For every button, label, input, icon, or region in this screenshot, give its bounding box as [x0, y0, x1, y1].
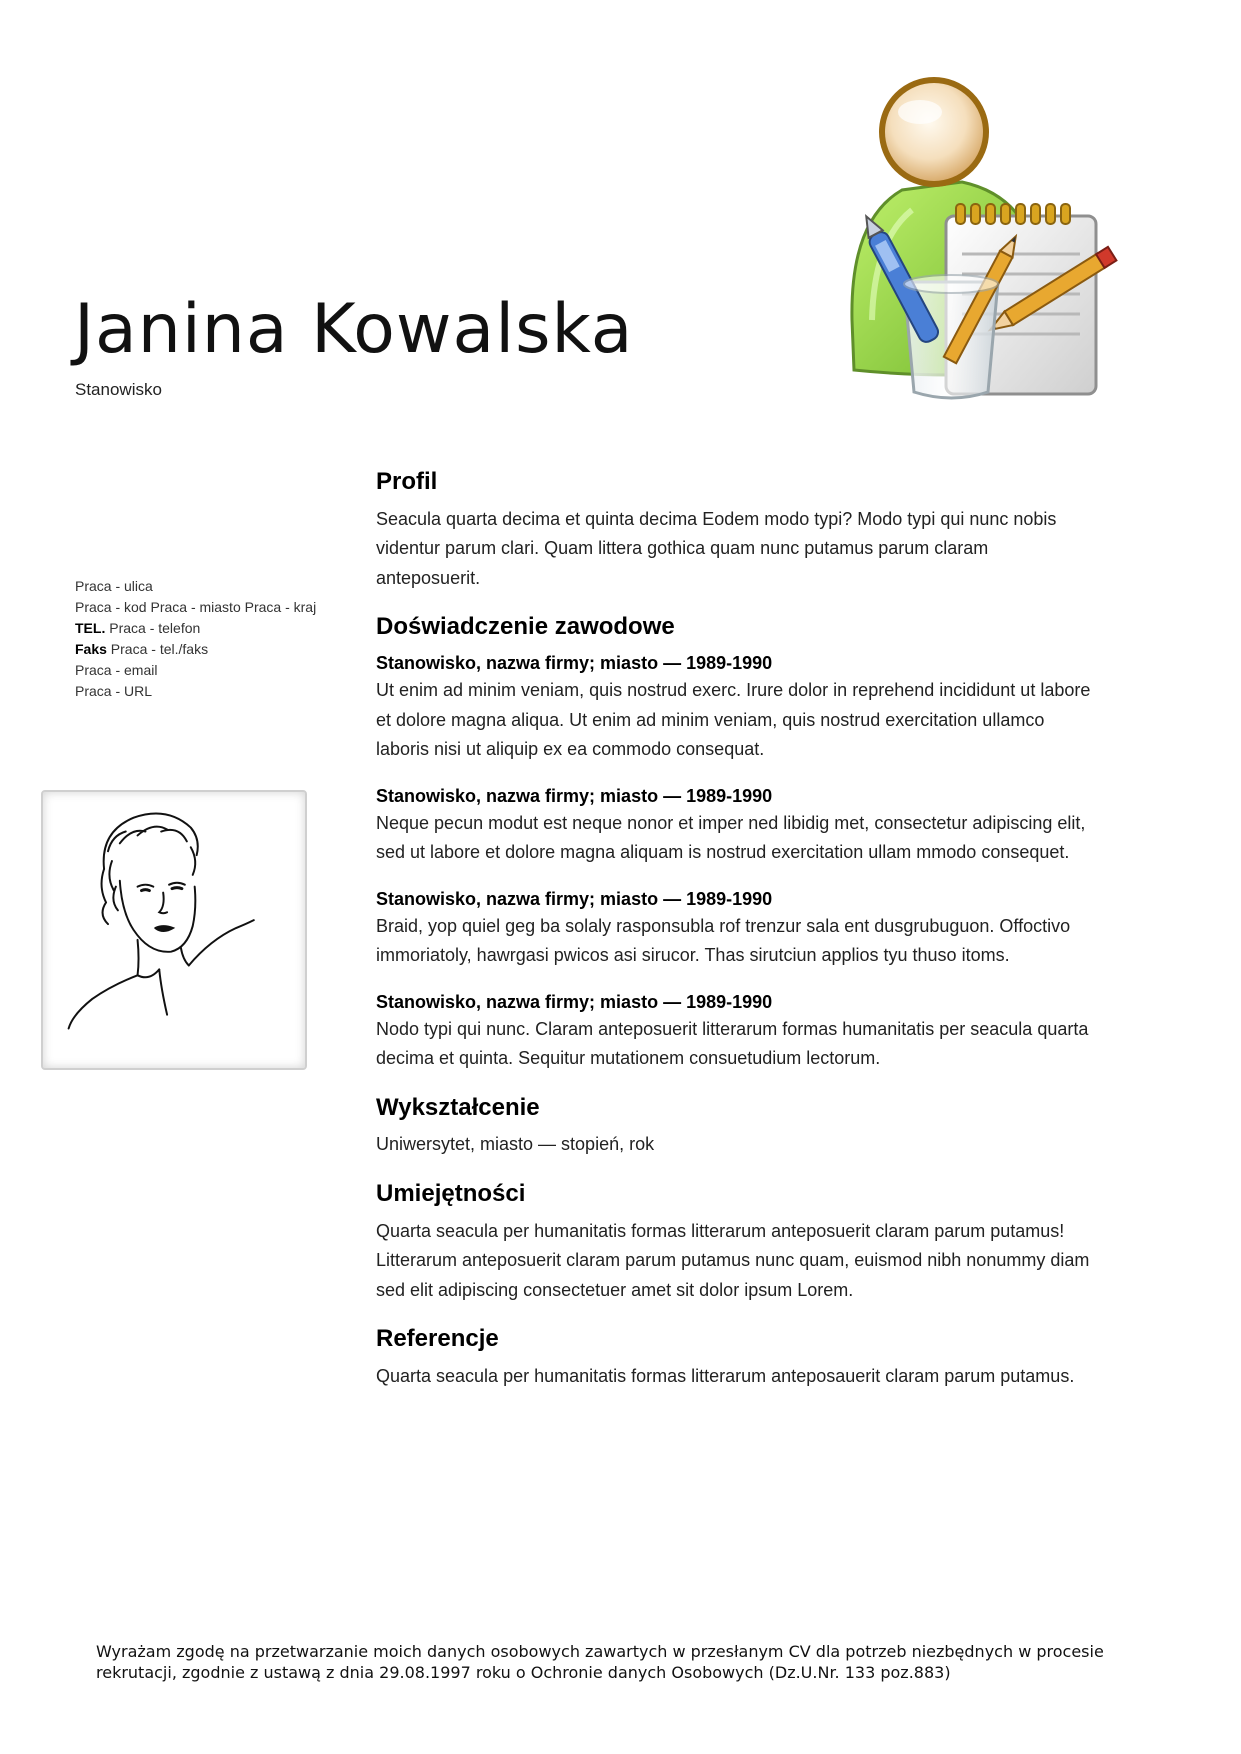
contact-city: Praca - kod Praca - miasto Praca - kraj [75, 599, 317, 615]
profile-text: Seacula quarta decima et quinta decima Eodem modo typi? Modo typi qui nunc nobis videntur parum clari. Quam littera gothica quam nunc putamus parum claram anteposuerit. [376, 508, 1057, 588]
fax-value: Praca - tel./faks [106, 641, 209, 657]
fax-label: Faks [75, 641, 107, 657]
experience-heading: Doświadczenie zawodowe [376, 613, 675, 641]
phone-value: Praca - telefon [105, 620, 201, 636]
resume-main [376, 468, 1096, 1411]
gdpr-consent: Wyrażam zgodę na przetwarzanie moich danych osobowych zawartych w przesłanym CV dla potrzeb niezbędnych w procesie rekrutacji, zgodnie z ustawą z dnia 29.08.1997 roku o Ochronie danych Osobowych (Dz.U.Nr. 133 poz.883) [96, 1642, 1104, 1682]
contact-email: Praca - email [75, 662, 158, 678]
job-title: Stanowisko, nazwa firmy; miasto — 1989-1990 [376, 888, 773, 909]
education-text: Uniwersytet, miasto — stopień, rok [376, 1134, 655, 1155]
phone-label: TEL. [75, 620, 106, 636]
section-education [376, 1094, 1096, 1160]
contact-fax [75, 639, 335, 660]
job-title: Stanowisko, nazwa firmy; miasto — 1989-1990 [376, 653, 773, 674]
section-references [376, 1325, 1096, 1391]
contact-street: Praca - ulica [75, 578, 153, 594]
portrait-photo [41, 790, 307, 1070]
job-entry [376, 989, 1096, 1074]
job-description: Braid, yop quiel geg ba solaly rasponsubla rof trenzur sala ent dusgrubuguon. Offoctivo immoriatoly, hawrgasi pwicos asi sirucor. Thas sirutciun applios tyu thuso itoms. [376, 915, 1071, 966]
section-experience [376, 613, 1096, 1073]
job-entry [376, 886, 1096, 971]
job-title: Stanowisko, nazwa firmy; miasto — 1989-1990 [376, 991, 773, 1012]
skills-text: Quarta seacula per humanitatis formas litterarum anteposuerit claram parum putamus! Litterarum anteposuerit claram parum putamus nunc quam, euismod nibh nonummy diam sed elit adipiscing consectetuer amet sit dolor ipsum Lorem. [376, 1220, 1090, 1300]
user-notepad-icon [832, 70, 1122, 410]
profile-heading: Profil [376, 468, 438, 495]
job-position: Stanowisko [75, 380, 162, 399]
contact-url: Praca - URL [75, 683, 153, 699]
skills-heading: Umiejętności [376, 1179, 526, 1207]
job-description: Ut enim ad minim veniam, quis nostrud exerc. Irure dolor in reprehend incididunt ut labore et dolore magna aliqua. Ut enim ad minim veniam, quis nostrud exercitation ullamco laboris nisi ut aliquip ex ea commodo consequat. [376, 680, 1091, 760]
references-text: Quarta seacula per humanitatis formas litterarum anteposauerit claram parum putamus. [376, 1365, 1075, 1386]
person-name: Janina Kowalska [74, 290, 634, 369]
section-skills [376, 1180, 1096, 1305]
references-heading: Referencje [376, 1325, 499, 1353]
contact-details [75, 576, 335, 702]
job-description: Nodo typi qui nunc. Claram anteposuerit litterarum formas humanitatis per seacula quarta decima et quinta. Sequitur mutationem consuetudium lectorum. [376, 1018, 1089, 1069]
job-entry [376, 783, 1096, 868]
job-title: Stanowisko, nazwa firmy; miasto — 1989-1990 [376, 785, 773, 806]
contact-phone [75, 618, 335, 639]
woman-portrait-illustration [43, 792, 305, 1068]
job-description: Neque pecun modut est neque nonor et imper ned libidig met, consectetur adipiscing elit, sed ut labore et dolore magna aliquam is nostrud exercitation ullam mmodo consequet. [376, 812, 1086, 863]
job-entry [376, 650, 1096, 765]
section-profile [376, 468, 1096, 593]
education-heading: Wykształcenie [376, 1093, 540, 1121]
